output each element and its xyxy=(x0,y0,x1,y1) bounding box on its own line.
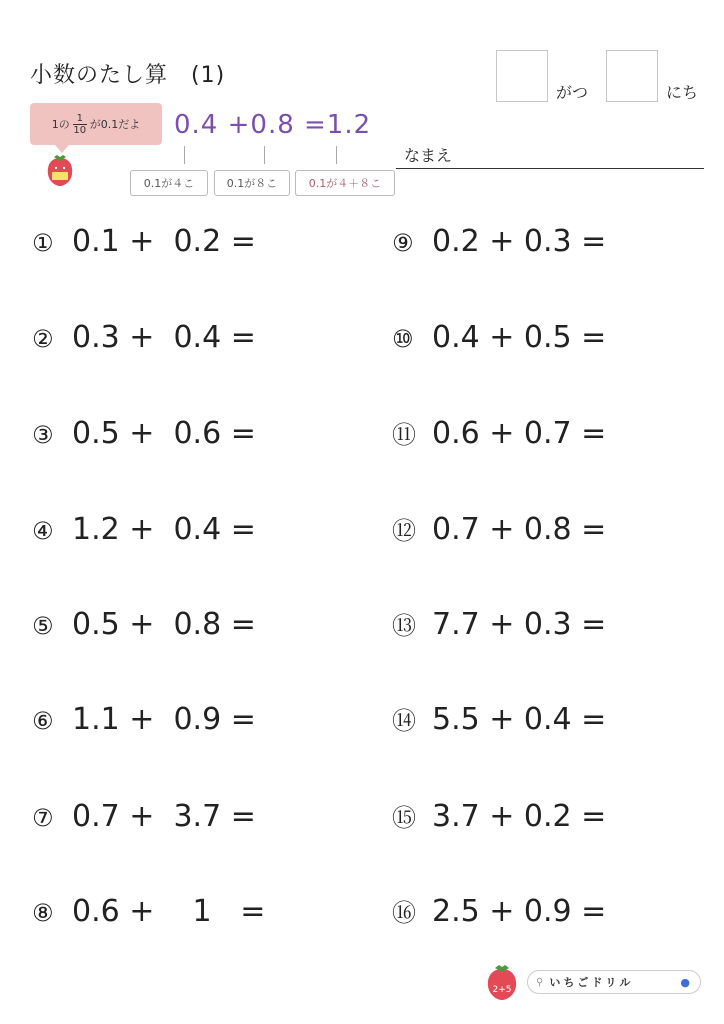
problem-item xyxy=(32,222,256,262)
problem-expression: 1.1 + 0.9 = xyxy=(72,702,256,737)
problem-item xyxy=(32,797,256,837)
tag-total-count: 0.1が４＋８こ xyxy=(295,170,395,196)
month-box[interactable] xyxy=(496,50,548,102)
problem-number: ⑥ xyxy=(32,707,54,735)
tag-first-count: 0.1が４こ xyxy=(130,170,208,196)
hint-fraction xyxy=(73,113,87,136)
problem-number: ⑮ xyxy=(392,804,416,832)
problem-number: ④ xyxy=(32,517,54,545)
problem-item xyxy=(32,510,256,550)
fraction-numerator: 1 xyxy=(76,112,83,124)
problem-item xyxy=(32,318,256,358)
problem-number: ③ xyxy=(32,421,54,449)
worksheet-title: 小数のたし算 (1) xyxy=(30,63,226,88)
tag-connector xyxy=(336,146,337,164)
problem-expression: 0.5 + 0.6 = xyxy=(72,416,256,451)
problem-expression: 1.2 + 0.4 = xyxy=(72,512,256,547)
problem-number: ⑨ xyxy=(392,229,414,257)
problem-number: ⑯ xyxy=(392,899,416,927)
search-text: いちごドリル xyxy=(549,976,634,989)
problem-expression: 0.1 + 0.2 = xyxy=(72,224,256,259)
day-label: にち xyxy=(666,83,699,102)
problem-expression: 0.7 + 3.7 = xyxy=(72,799,256,834)
problem-item xyxy=(32,414,256,454)
problem-item xyxy=(392,510,606,550)
problem-number: ⑫ xyxy=(392,517,416,545)
magnifier-icon: ⚲ xyxy=(536,976,544,988)
problem-item xyxy=(392,892,606,932)
problem-expression: 0.6 + 1 = xyxy=(72,894,266,929)
problem-item xyxy=(32,700,256,740)
problem-expression: 0.7 + 0.8 = xyxy=(432,512,607,547)
problem-number: ⑬ xyxy=(392,612,416,640)
site-search-bar[interactable] xyxy=(527,970,701,994)
problem-item xyxy=(32,605,256,645)
problem-item xyxy=(392,318,606,358)
logo-text: 2+5 xyxy=(492,985,512,995)
name-field[interactable] xyxy=(396,168,704,169)
day-box[interactable] xyxy=(606,50,658,102)
problem-expression: 7.7 + 0.3 = xyxy=(432,607,607,642)
problem-number: ⑩ xyxy=(392,325,414,353)
problem-expression: 3.7 + 0.2 = xyxy=(432,799,607,834)
problem-expression: 0.5 + 0.8 = xyxy=(72,607,256,642)
problem-item xyxy=(392,700,606,740)
problem-item xyxy=(392,414,606,454)
strawberry-mascot-icon xyxy=(44,152,76,188)
problem-expression: 0.3 + 0.4 = xyxy=(72,320,256,355)
problem-number: ⑤ xyxy=(32,612,54,640)
problem-expression: 0.4 + 0.5 = xyxy=(432,320,607,355)
month-label: がつ xyxy=(556,83,589,102)
problem-expression: 2.5 + 0.9 = xyxy=(432,894,607,929)
problem-item xyxy=(392,222,606,262)
problem-number: ⑦ xyxy=(32,804,54,832)
strawberry-logo-icon xyxy=(484,962,520,1002)
problem-number: ⑭ xyxy=(392,707,416,735)
problem-number: ⑪ xyxy=(392,421,416,449)
tag-second-count: 0.1が８こ xyxy=(214,170,290,196)
problem-number: ② xyxy=(32,325,54,353)
fraction-denominator: 10 xyxy=(73,124,87,136)
mic-icon[interactable]: ● xyxy=(680,975,690,989)
problem-expression: 5.5 + 0.4 = xyxy=(432,702,607,737)
problem-expression: 0.6 + 0.7 = xyxy=(432,416,607,451)
hint-bubble xyxy=(30,103,162,145)
problem-item xyxy=(392,797,606,837)
problem-item xyxy=(32,892,265,932)
problem-expression: 0.2 + 0.3 = xyxy=(432,224,607,259)
example-equation: 0.4 +0.8 =1.2 xyxy=(174,110,372,140)
problem-number: ① xyxy=(32,229,54,257)
hint-suffix: が0.1だよ xyxy=(89,118,141,131)
problem-number: ⑧ xyxy=(32,899,54,927)
tag-connector xyxy=(264,146,265,164)
problem-item xyxy=(392,605,606,645)
hint-prefix: 1の xyxy=(51,118,70,131)
name-label: なまえ xyxy=(404,146,453,165)
tag-connector xyxy=(184,146,185,164)
